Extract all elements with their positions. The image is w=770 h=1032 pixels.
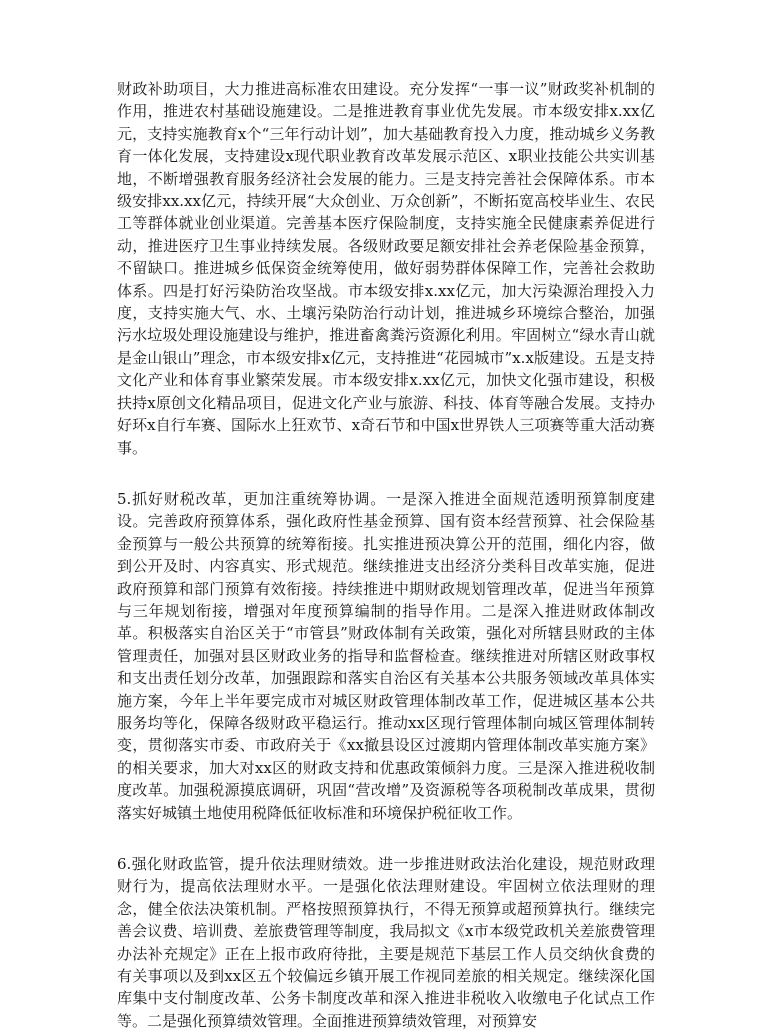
document-body bbox=[117, 78, 655, 1032]
paragraph-continuation: 财政补助项目，大力推进高标准农田建设。充分发挥“一事一议”财政奖补机制的作用，推进农村基础设施建设。二是推进教育事业优先发展。市本级安排x.xx亿元，支持实施教育x个“三年行动计划”，加大基础教育投入力度，推动城乡义务教育一体化发展，支持建设x现代职业教育改革发展示范区、x职业技能公共实训基地，不断增强教育服务经济社会发展的能力。三是支持完善社会保障体系。市本级安排xx.xx亿元，持续开展“大众创业、万众创新”，不断拓宽高校毕业生、农民工等群体就业创业渠道。完善基本医疗保险制度，支持实施全民健康素养促进行动，推进医疗卫生事业持续发展。各级财政要足额安排社会养老保险基金预算，不留缺口。推进城乡低保资金统筹使用，做好弱势群体保障工作，完善社会救助体系。四是打好污染防治攻坚战。市本级安排x.xx亿元，加大污染源治理投入力度，支持实施大气、水、土壤污染防治行动计划，推进城乡环境综合整治，加强污水垃圾处理设施建设与维护，推进畜禽粪污资源化利用。牢固树立“绿水青山就是金山银山”理念，市本级安排x亿元，支持推进“花园城市”x.x版建设。五是支持文化产业和体育事业繁荣发展。市本级安排x.xx亿元，加快文化强市建设，积极扶持x原创文化精品项目，促进文化产业与旅游、科技、体育等融合发展。支持办好环x自行车赛、国际水上狂欢节、x奇石节和中国x世界铁人三项赛等重大活动赛事。 bbox=[117, 80, 655, 457]
paragraph-fiscal-supervision: 6.强化财政监管，提升依法理财绩效。进一步推进财政法治化建设，规范财政理财行为，提高依法理财水平。一是强化依法理财建设。牢固树立依法理财的理念，健全依法决策机制。严格按照预算执行，不得无预算或超预算执行。继续完善会议费、培训费、差旅费管理等制度，我局拟文《x市本级党政机关差旅费管理办法补充规定》正在上报市政府待批，主要是规范下基层工作人员交纳伙食费的有关事项以及到xx区五个较偏远乡镇开展工作视同差旅的相关规定。继续深化国库集中支付制度改革、公务卡制度改革和深入推进非税收入收缴电子化试点工作等。二是强化预算绩效管理。全面推进预算绩效管理，对预算安 bbox=[117, 855, 655, 1030]
paragraph-fiscal-reform: 5.抓好财税改革，更加注重统筹协调。一是深入推进全面规范透明预算制度建设。完善政府预算体系，强化政府性基金预算、国有资本经营预算、社会保险基金预算与一般公共预算的统筹衔接。扎实推进预决算公开的范围，细化内容，做到公开及时、内容真实、形式规范。继续推进支出经济分类科目改革实施，促进政府预算和部门预算有效衔接。持续推进中期财政规划管理改革，促进当年预算与三年规划衔接，增强对年度预算编制的指导作用。二是深入推进财政体制改革。积极落实自治区关于“市管县”财政体制有关政策，强化对所辖县财政的主体管理责任，加强对县区财政业务的指导和监督检查。继续推进对所辖区财政事权和支出责任划分改革，加强跟踪和落实自治区有关基本公共服务领域改革具体实施方案，今年上半年要完成市对城区财政管理体制改革工作，促进城区基本公共服务均等化，保障各级财政平稳运行。推动xx区现行管理体制向城区管理体制转变，贯彻落实市委、市政府关于《xx撤县设区过渡期内管理体制改革实施方案》的相关要求，加大对xx区的财政支持和优惠政策倾斜力度。三是深入推进税收制度改革。加强税源摸底调研，巩固“营改增”及资源税等各项税制改革成果，贯彻落实好城镇土地使用税降低征收标准和环境保护税征收工作。 bbox=[117, 489, 655, 822]
